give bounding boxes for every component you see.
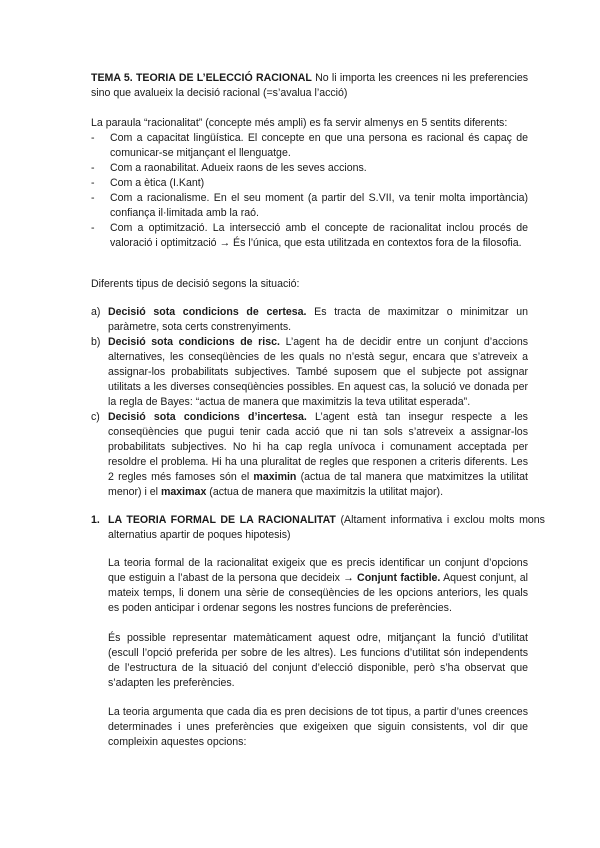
list-item: - Com a raonabilitat. Adueix raons de les seves accions. bbox=[91, 162, 367, 174]
section-subtitle: (Altament informativa i exclou molts mons alternatius apartir de poques hipotesis) bbox=[108, 514, 545, 541]
senses-list bbox=[91, 131, 528, 251]
decision-type-b: b) Decisió sota condicions de risc. L’agent ha de decidir entre un conjunt d’accions alternatives, les conseqüències de les quals no n’està segur, encara que s’atreveix a assignar-los probabilitats subjectives. També suposem que el subjecte pot assignar utilitats a les diverses conseqüències possibles. En aquest cas, la solució ve donada per la regla de Bayes: “actua de manera que maximitzis la teva utilitat esperada”. bbox=[91, 336, 529, 408]
list-item: - Com a ètica (I.Kant) bbox=[91, 177, 205, 189]
list-item: - Com a capacitat lingüística. El concepte en que una persona es racional és capaç de comunicar-se mitjançant el llenguatge. bbox=[91, 132, 528, 159]
bullet-dash: - bbox=[91, 177, 95, 189]
decision-type-a: a) Decisió sota condicions de certesa. Es tracta de maximitzar o minimitzar un paràmetre, sota certs constrenyiments. bbox=[91, 306, 528, 333]
section-paragraph-2: És possible representar matemàticament aquest odre, mitjançant la funció d’utilitat (escull l’opció preferida per sobre de les altres). Les funcions d’utilitat són independents de l’estructura de la situació del conjunt d’elecció disponible, però s’ha observat que s’adapten les preferències. bbox=[108, 632, 528, 689]
senses-lead: La paraula “racionalitat” (concepte més ampli) es fa servir almenys en 5 sentits diferents: bbox=[91, 117, 508, 129]
section-title: LA TEORIA FORMAL DE LA RACIONALITAT bbox=[108, 514, 336, 526]
section-paragraph-1: La teoria formal de la racionalitat exigeix que es precis identificar un conjunt d’opcions que estiguin a l’abast de la persona que decideix → Conjunt factible. Aquest conjunt, al mateix temps, li donem una sèrie de conseqüències de les opcions anteriors, les quals es poden anticipar i ordenar segons les nostres funcions de preferències. bbox=[108, 557, 528, 614]
section-heading: 1. LA TEORIA FORMAL DE LA RACIONALITAT (Altament informativa i exclou molts mons alternatius apartir de poques hipotesis) bbox=[91, 514, 545, 541]
list-item: - Com a racionalisme. En el seu moment (a partir del S.VII, va tenir molta importància) confiança il·limitada amb la raó. bbox=[91, 192, 528, 219]
doc-title-note: No li importa les creences ni les preferencies sino que avalueix la decisió racional (=s’avalua l’acció) bbox=[91, 72, 529, 99]
intro-paragraph bbox=[91, 71, 528, 101]
bullet-dash: - bbox=[91, 132, 95, 144]
decision-type-c: c) Decisió sota condicions d’incertesa. L’agent està tan insegur respecte a les conseqüències que pugui tenir cada acció que ni tan sols s’atreveix a assignar-los probabilitats subjectives. No hi ha cap regla unívoca i comunament acceptada per resoldre el problema. Hi ha una pluralitat de regles que responen a criteris diferents. Les 2 regles més famoses són el maximin (actua de tal manera que matximitzes la utilitat menor) i el maximax (actua de manera que maximitzis la utilitat major). bbox=[91, 411, 528, 498]
bullet-dash: - bbox=[91, 222, 95, 234]
maximax-term: maximax bbox=[160, 486, 207, 498]
decision-types-list bbox=[91, 305, 528, 500]
bullet-dash: - bbox=[91, 162, 95, 174]
conjunt-factible-term: Conjunt factible. bbox=[357, 572, 441, 584]
types-lead: Diferents tipus de decisió segons la situació: bbox=[91, 278, 300, 290]
list-item: - Com a optimització. La intersecció amb el concepte de racionalitat inclou procés de valoració i optimització → És l’única, que esta utilitzada en contextos fora de la filosofia. bbox=[91, 222, 528, 249]
maximin-term: maximin bbox=[253, 471, 297, 483]
section-paragraph-3: La teoria argumenta que cada dia es pren decisions de tot tipus, a partir d’unes creences determinades i unes preferències que exigeixen que siguin consistents, vol dir que compleixin aquestes opcions: bbox=[108, 706, 528, 748]
doc-title: TEMA 5. TEORIA DE L’ELECCIÓ RACIONAL bbox=[91, 72, 312, 84]
bullet-dash: - bbox=[91, 192, 95, 204]
